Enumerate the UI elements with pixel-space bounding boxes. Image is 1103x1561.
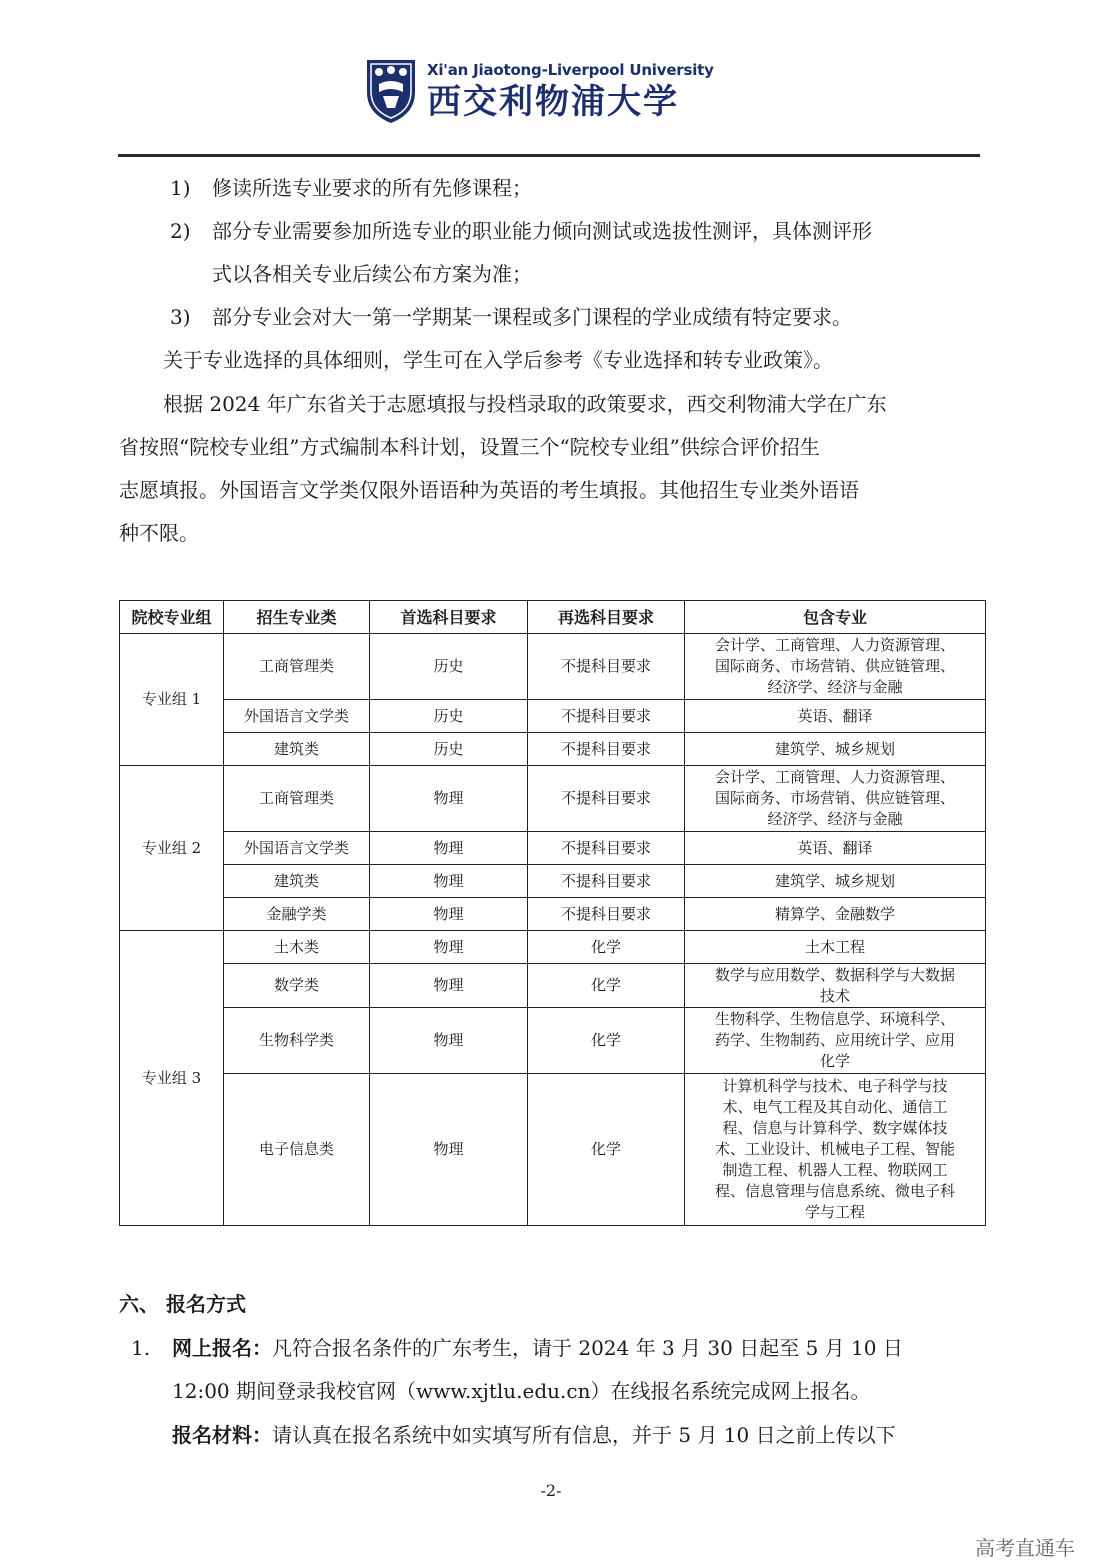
majors-line: 英语、翻译 bbox=[797, 838, 873, 857]
included-majors-cell bbox=[685, 832, 986, 865]
column-header-group: 院校专业组 bbox=[120, 601, 224, 634]
included-majors-cell bbox=[685, 931, 986, 964]
requirement-2-number: 2) bbox=[170, 219, 191, 243]
table-row bbox=[120, 700, 986, 733]
table-row bbox=[120, 733, 986, 766]
included-majors-cell bbox=[685, 964, 986, 1008]
table-header-row bbox=[120, 601, 986, 634]
category-cell: 数学类 bbox=[224, 964, 370, 1008]
category-cell: 金融学类 bbox=[224, 898, 370, 931]
materials-text: 请认真在报名系统中如实填写所有信息，并于 5 月 10 日之前上传以下 bbox=[272, 1423, 896, 1447]
column-header-category: 招生专业类 bbox=[224, 601, 370, 634]
materials-label: 报名材料： bbox=[172, 1423, 272, 1447]
primary-subject-cell: 物理 bbox=[370, 898, 528, 931]
primary-subject-cell: 物理 bbox=[370, 1074, 528, 1226]
requirement-3-line-1: 部分专业会对大一第一学期某一课程或多门课程的学业成绩有特定要求。 bbox=[212, 305, 852, 329]
intro-paragraph-line-2: 省按照“院校专业组”方式编制本科计划，设置三个“院校专业组”供综合评价招生 bbox=[119, 435, 820, 459]
majors-line: 英语、翻译 bbox=[797, 706, 873, 725]
primary-subject-cell: 物理 bbox=[370, 865, 528, 898]
majors-line: 经济学、经济与金融 bbox=[767, 678, 903, 696]
category-cell: 工商管理类 bbox=[224, 634, 370, 700]
column-header-included-majors: 包含专业 bbox=[685, 601, 986, 634]
category-cell: 生物科学类 bbox=[224, 1008, 370, 1074]
requirement-2-line-2: 式以各相关专业后续公布方案为准； bbox=[212, 262, 532, 286]
table-row bbox=[120, 634, 986, 700]
included-majors-cell bbox=[685, 1008, 986, 1074]
table-row bbox=[120, 1008, 986, 1074]
included-majors-cell bbox=[685, 634, 986, 700]
majors-line: 药学、生物制药、应用统计学、应用 bbox=[714, 1031, 955, 1049]
category-cell: 土木类 bbox=[224, 931, 370, 964]
university-name-chinese: 西交利物浦大学 bbox=[427, 82, 679, 122]
majors-line: 数学与应用数学、数据科学与大数据 bbox=[714, 965, 955, 984]
secondary-subject-cell: 不提科目要求 bbox=[528, 634, 685, 700]
primary-subject-cell: 物理 bbox=[370, 1008, 528, 1074]
table-row bbox=[120, 1074, 986, 1226]
university-crest-icon bbox=[365, 58, 417, 124]
category-cell: 外国语言文学类 bbox=[224, 832, 370, 865]
majors-line: 会计学、工商管理、人力资源管理、 bbox=[714, 768, 955, 786]
requirement-3-number: 3) bbox=[170, 305, 191, 329]
requirement-2-line-1: 部分专业需要参加所选专业的职业能力倾向测试或选拔性测评，具体测评形 bbox=[212, 219, 872, 243]
column-header-primary-subject: 首选科目要求 bbox=[370, 601, 528, 634]
table-row bbox=[120, 898, 986, 931]
intro-paragraph-line-1: 根据 2024 年广东省关于志愿填报与投档录取的政策要求，西交利物浦大学在广东 bbox=[163, 392, 887, 416]
category-cell: 工商管理类 bbox=[224, 766, 370, 832]
primary-subject-cell: 物理 bbox=[370, 931, 528, 964]
included-majors-cell bbox=[685, 700, 986, 733]
secondary-subject-cell: 不提科目要求 bbox=[528, 700, 685, 733]
secondary-subject-cell: 不提科目要求 bbox=[528, 865, 685, 898]
majors-line: 程、信息管理与信息系统、微电子科 bbox=[714, 1182, 955, 1200]
university-header bbox=[365, 58, 725, 128]
page-number: -2- bbox=[540, 1481, 562, 1500]
included-majors-cell bbox=[685, 733, 986, 766]
category-cell: 电子信息类 bbox=[224, 1074, 370, 1226]
table-row bbox=[120, 766, 986, 832]
majors-line: 计算机科学与技术、电子科学与技 bbox=[722, 1077, 948, 1095]
table-row bbox=[120, 832, 986, 865]
included-majors-cell bbox=[685, 766, 986, 832]
watermark: 高考直通车 bbox=[975, 1536, 1075, 1560]
group-cell: 专业组 3 bbox=[120, 931, 224, 1226]
majors-line: 术、工业设计、机械电子工程、智能 bbox=[714, 1140, 955, 1158]
secondary-subject-cell: 不提科目要求 bbox=[528, 766, 685, 832]
group-cell: 专业组 1 bbox=[120, 634, 224, 766]
category-cell: 建筑类 bbox=[224, 733, 370, 766]
group-cell: 专业组 2 bbox=[120, 766, 224, 931]
primary-subject-cell: 物理 bbox=[370, 766, 528, 832]
majors-line: 制造工程、机器人工程、物联网工 bbox=[722, 1161, 948, 1179]
policy-note: 关于专业选择的具体细则，学生可在入学后参考《专业选择和转专业政策》。 bbox=[163, 348, 833, 372]
majors-line: 经济学、经济与金融 bbox=[767, 810, 903, 828]
primary-subject-cell: 历史 bbox=[370, 634, 528, 700]
column-header-secondary-subject: 再选科目要求 bbox=[528, 601, 685, 634]
secondary-subject-cell: 化学 bbox=[528, 1008, 685, 1074]
header-divider bbox=[118, 154, 980, 157]
majors-line: 生物科学、生物信息学、环境科学、 bbox=[714, 1010, 955, 1028]
included-majors-cell bbox=[685, 1074, 986, 1226]
table-row bbox=[120, 931, 986, 964]
majors-line: 土木工程 bbox=[804, 937, 865, 956]
majors-line: 程、信息与计算科学、数字媒体技 bbox=[722, 1119, 948, 1137]
majors-line: 学与工程 bbox=[804, 1203, 865, 1221]
majors-table bbox=[119, 600, 986, 1226]
secondary-subject-cell: 不提科目要求 bbox=[528, 832, 685, 865]
included-majors-cell bbox=[685, 898, 986, 931]
table-row bbox=[120, 865, 986, 898]
table-row bbox=[120, 964, 986, 1008]
university-name-english: Xi'an Jiaotong-Liverpool University bbox=[427, 61, 714, 79]
majors-line: 建筑学、城乡规划 bbox=[774, 871, 895, 890]
primary-subject-cell: 历史 bbox=[370, 733, 528, 766]
requirement-1-line-1: 修读所选专业要求的所有先修课程； bbox=[212, 176, 532, 200]
intro-paragraph-line-4: 种不限。 bbox=[119, 521, 199, 545]
intro-paragraph-line-3: 志愿填报。外国语言文学类仅限外语语种为英语的考生填报。其他招生专业类外语语 bbox=[119, 478, 859, 502]
section-title: 六、 报名方式 bbox=[119, 1292, 246, 1316]
majors-line: 技术 bbox=[819, 986, 850, 1005]
item-1-number: 1. bbox=[131, 1336, 151, 1360]
secondary-subject-cell: 不提科目要求 bbox=[528, 733, 685, 766]
online-registration-label: 网上报名： bbox=[172, 1336, 272, 1360]
majors-line: 精算学、金融数学 bbox=[774, 904, 895, 923]
majors-line: 化学 bbox=[819, 1052, 850, 1070]
category-cell: 建筑类 bbox=[224, 865, 370, 898]
item-1-line-1 bbox=[172, 1334, 903, 1362]
majors-line: 国际商务、市场营销、供应链管理、 bbox=[714, 789, 955, 807]
primary-subject-cell: 物理 bbox=[370, 832, 528, 865]
materials-line bbox=[172, 1421, 896, 1449]
primary-subject-cell: 历史 bbox=[370, 700, 528, 733]
item-1-line-2: 12:00 期间登录我校官网（www.xjtlu.edu.cn）在线报名系统完成网上报名。 bbox=[172, 1379, 871, 1403]
requirement-1-number: 1) bbox=[170, 176, 191, 200]
secondary-subject-cell: 化学 bbox=[528, 1074, 685, 1226]
majors-line: 会计学、工商管理、人力资源管理、 bbox=[714, 636, 955, 654]
majors-line: 国际商务、市场营销、供应链管理、 bbox=[714, 657, 955, 675]
online-registration-text: 凡符合报名条件的广东考生，请于 2024 年 3 月 30 日起至 5 月 10 日 bbox=[272, 1336, 903, 1360]
primary-subject-cell: 物理 bbox=[370, 964, 528, 1008]
category-cell: 外国语言文学类 bbox=[224, 700, 370, 733]
included-majors-cell bbox=[685, 865, 986, 898]
secondary-subject-cell: 不提科目要求 bbox=[528, 898, 685, 931]
majors-line: 术、电气工程及其自动化、通信工 bbox=[722, 1098, 948, 1116]
majors-line: 建筑学、城乡规划 bbox=[774, 739, 895, 758]
secondary-subject-cell: 化学 bbox=[528, 964, 685, 1008]
secondary-subject-cell: 化学 bbox=[528, 931, 685, 964]
